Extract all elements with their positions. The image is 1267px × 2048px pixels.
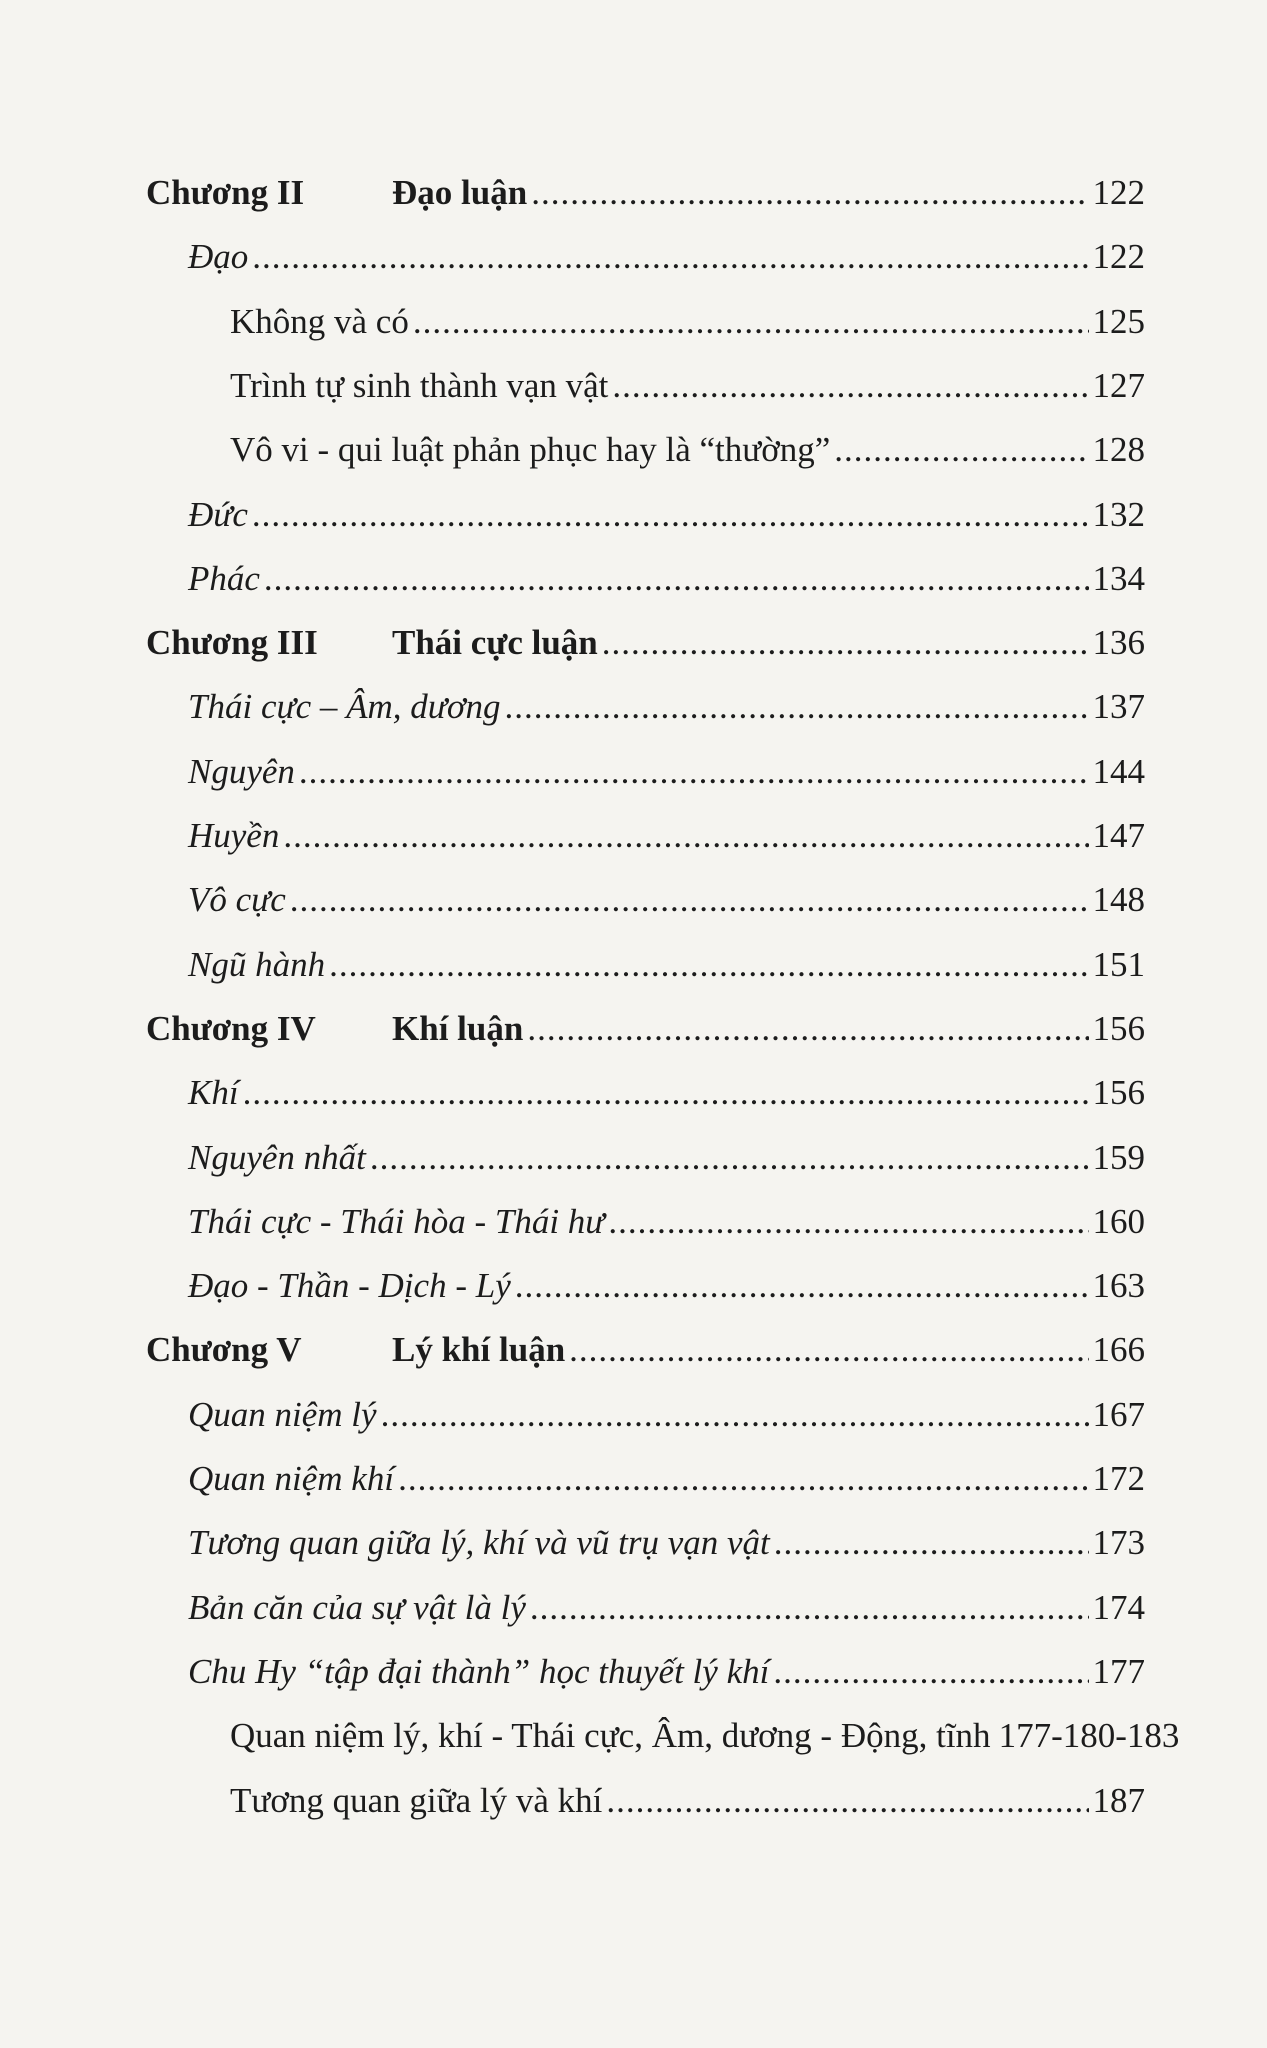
toc-entry-title: Huyền <box>188 816 280 855</box>
toc-page-number: 172 <box>1092 1459 1145 1498</box>
toc-page-number: 144 <box>1092 751 1145 791</box>
toc-entry-row <box>188 1518 1145 1568</box>
toc-entry-row <box>188 1647 1145 1697</box>
toc-entry-title: Quan niệm lý, khí - Thái cực, Âm, dương - Động, tĩnh <box>230 1716 991 1756</box>
toc-page-number: 132 <box>1092 494 1145 534</box>
toc-entry-row <box>188 232 1145 282</box>
toc-chapter-label: Chương IV <box>146 1008 316 1048</box>
toc-entry-title: Đạo <box>188 237 249 277</box>
toc-entry-title <box>146 618 598 668</box>
dot-leader <box>569 1325 1088 1375</box>
dot-leader <box>381 1390 1089 1440</box>
toc-entry-title: Chu Hy “tập đại thành” học thuyết lý khí <box>188 1651 770 1691</box>
toc-entry-row <box>230 1711 1180 1761</box>
dot-leader <box>283 811 1088 861</box>
toc-entry-title: Nguyên nhất <box>188 1137 366 1177</box>
toc-chapter-title: Khí luận <box>392 1008 524 1048</box>
toc-chapter-row <box>146 618 1145 668</box>
dot-leader <box>505 682 1089 732</box>
toc-page-number: 177-180-183 <box>998 1716 1180 1756</box>
toc-entry-row <box>188 1261 1145 1311</box>
dot-leader <box>370 1133 1089 1183</box>
dot-leader <box>243 1068 1089 1118</box>
toc-entry-row <box>188 875 1145 925</box>
toc-chapter-label: Chương V <box>146 1330 302 1370</box>
toc-entry-row <box>188 490 1145 540</box>
dot-leader <box>527 1004 1088 1054</box>
toc-entry-title: Thái cực - Thái hòa - Thái hư <box>188 1201 605 1241</box>
toc-entry-row <box>230 425 1145 475</box>
toc-page-number: 187 <box>1092 1780 1145 1820</box>
toc-page-number: 148 <box>1092 880 1145 920</box>
dot-leader <box>773 1647 1088 1697</box>
toc-chapter-title: Đạo luận <box>392 173 528 212</box>
toc-entry-title: Ngũ hành <box>188 944 326 984</box>
toc-entry-row <box>188 811 1145 861</box>
toc-entry-title: Vô cực <box>188 880 286 920</box>
toc-entry-title: Không và có <box>230 301 409 341</box>
dot-leader <box>290 875 1089 925</box>
toc-entry-row <box>188 1390 1145 1440</box>
toc-entry-row <box>188 1197 1145 1247</box>
toc-chapter-label: Chương II <box>146 173 305 212</box>
toc-entry-title: Tương quan giữa lý và khí <box>230 1780 603 1820</box>
toc-page-number: 163 <box>1092 1266 1145 1306</box>
toc-entry-row <box>188 747 1145 797</box>
toc-entry-title <box>146 168 527 218</box>
toc-entry-title <box>146 1004 523 1054</box>
dot-leader <box>515 1261 1089 1311</box>
toc-chapter-title: Lý khí luận <box>392 1330 566 1370</box>
toc-entry-row <box>188 1454 1145 1504</box>
toc-entry-row <box>230 1776 1145 1826</box>
toc-entry-title: Trình tự sinh thành vạn vật <box>230 365 609 405</box>
toc-page-number: 136 <box>1092 623 1145 663</box>
dot-leader <box>602 618 1089 668</box>
toc-page-number: 167 <box>1092 1394 1145 1434</box>
dot-leader <box>398 1454 1088 1504</box>
toc-page-number: 137 <box>1092 687 1145 727</box>
toc-page-number: 156 <box>1092 1073 1145 1113</box>
toc-entry-title: Phác <box>188 558 260 598</box>
toc-page-number: 166 <box>1092 1330 1145 1370</box>
dot-leader <box>530 1583 1089 1633</box>
toc-entry-title: Nguyên <box>188 751 295 791</box>
toc-entry-title: Quan niệm khí <box>188 1459 395 1498</box>
toc-entry-title: Vô vi - qui luật phản phục hay là “thường” <box>230 430 831 470</box>
dot-leader <box>612 361 1088 411</box>
toc-entry-row <box>188 940 1145 990</box>
toc-entry-title: Bản căn của sự vật là lý <box>188 1587 526 1627</box>
toc-entry-title <box>146 1325 565 1375</box>
toc-entry-title: Khí <box>188 1073 239 1113</box>
toc-entry-row <box>230 297 1145 347</box>
dot-leader <box>606 1776 1088 1826</box>
toc-entry-row <box>188 682 1145 732</box>
dot-leader <box>774 1518 1089 1568</box>
toc-chapter-row <box>146 168 1145 218</box>
toc-chapter-row <box>146 1325 1145 1375</box>
dot-leader <box>299 747 1089 797</box>
toc-page-number: 159 <box>1092 1137 1145 1177</box>
toc-entry-title: Đức <box>188 494 248 534</box>
toc-page-number: 128 <box>1092 430 1145 470</box>
toc-page-number: 151 <box>1092 944 1145 984</box>
toc-page-number: 122 <box>1092 237 1145 277</box>
toc-page-number: 122 <box>1092 173 1145 212</box>
toc-entry-row <box>188 1068 1145 1118</box>
toc-entry-row <box>230 361 1145 411</box>
toc-page-number: 174 <box>1092 1587 1145 1627</box>
toc-page-number: 177 <box>1092 1651 1145 1691</box>
toc-page-number: 134 <box>1092 558 1145 598</box>
dot-leader <box>252 232 1088 282</box>
toc-entry-title: Đạo - Thần - Dịch - Lý <box>188 1266 511 1306</box>
dot-leader <box>413 297 1089 347</box>
toc-entry-title: Tương quan giữa lý, khí và vũ trụ vạn vật <box>188 1523 770 1563</box>
dot-leader <box>834 425 1088 475</box>
toc-entry-title: Quan niệm lý <box>188 1394 377 1434</box>
dot-leader <box>329 940 1088 990</box>
toc-entry-row <box>188 1133 1145 1183</box>
dot-leader <box>252 490 1089 540</box>
toc-page-number: 147 <box>1092 816 1145 855</box>
toc-page-number: 156 <box>1092 1008 1145 1048</box>
toc-entry-row <box>188 1583 1145 1633</box>
toc-page-number: 127 <box>1092 365 1145 405</box>
toc-chapter-row <box>146 1004 1145 1054</box>
toc-page-number: 173 <box>1092 1523 1145 1563</box>
toc-page-number: 125 <box>1092 301 1145 341</box>
toc-chapter-label: Chương III <box>146 623 318 663</box>
dot-leader <box>531 168 1088 218</box>
toc-chapter-title: Thái cực luận <box>392 623 598 663</box>
toc-entry-row <box>188 554 1145 604</box>
dot-leader <box>608 1197 1088 1247</box>
dot-leader <box>264 554 1089 604</box>
toc-page-number: 160 <box>1092 1201 1145 1241</box>
toc-entry-title: Thái cực – Âm, dương <box>188 687 501 727</box>
